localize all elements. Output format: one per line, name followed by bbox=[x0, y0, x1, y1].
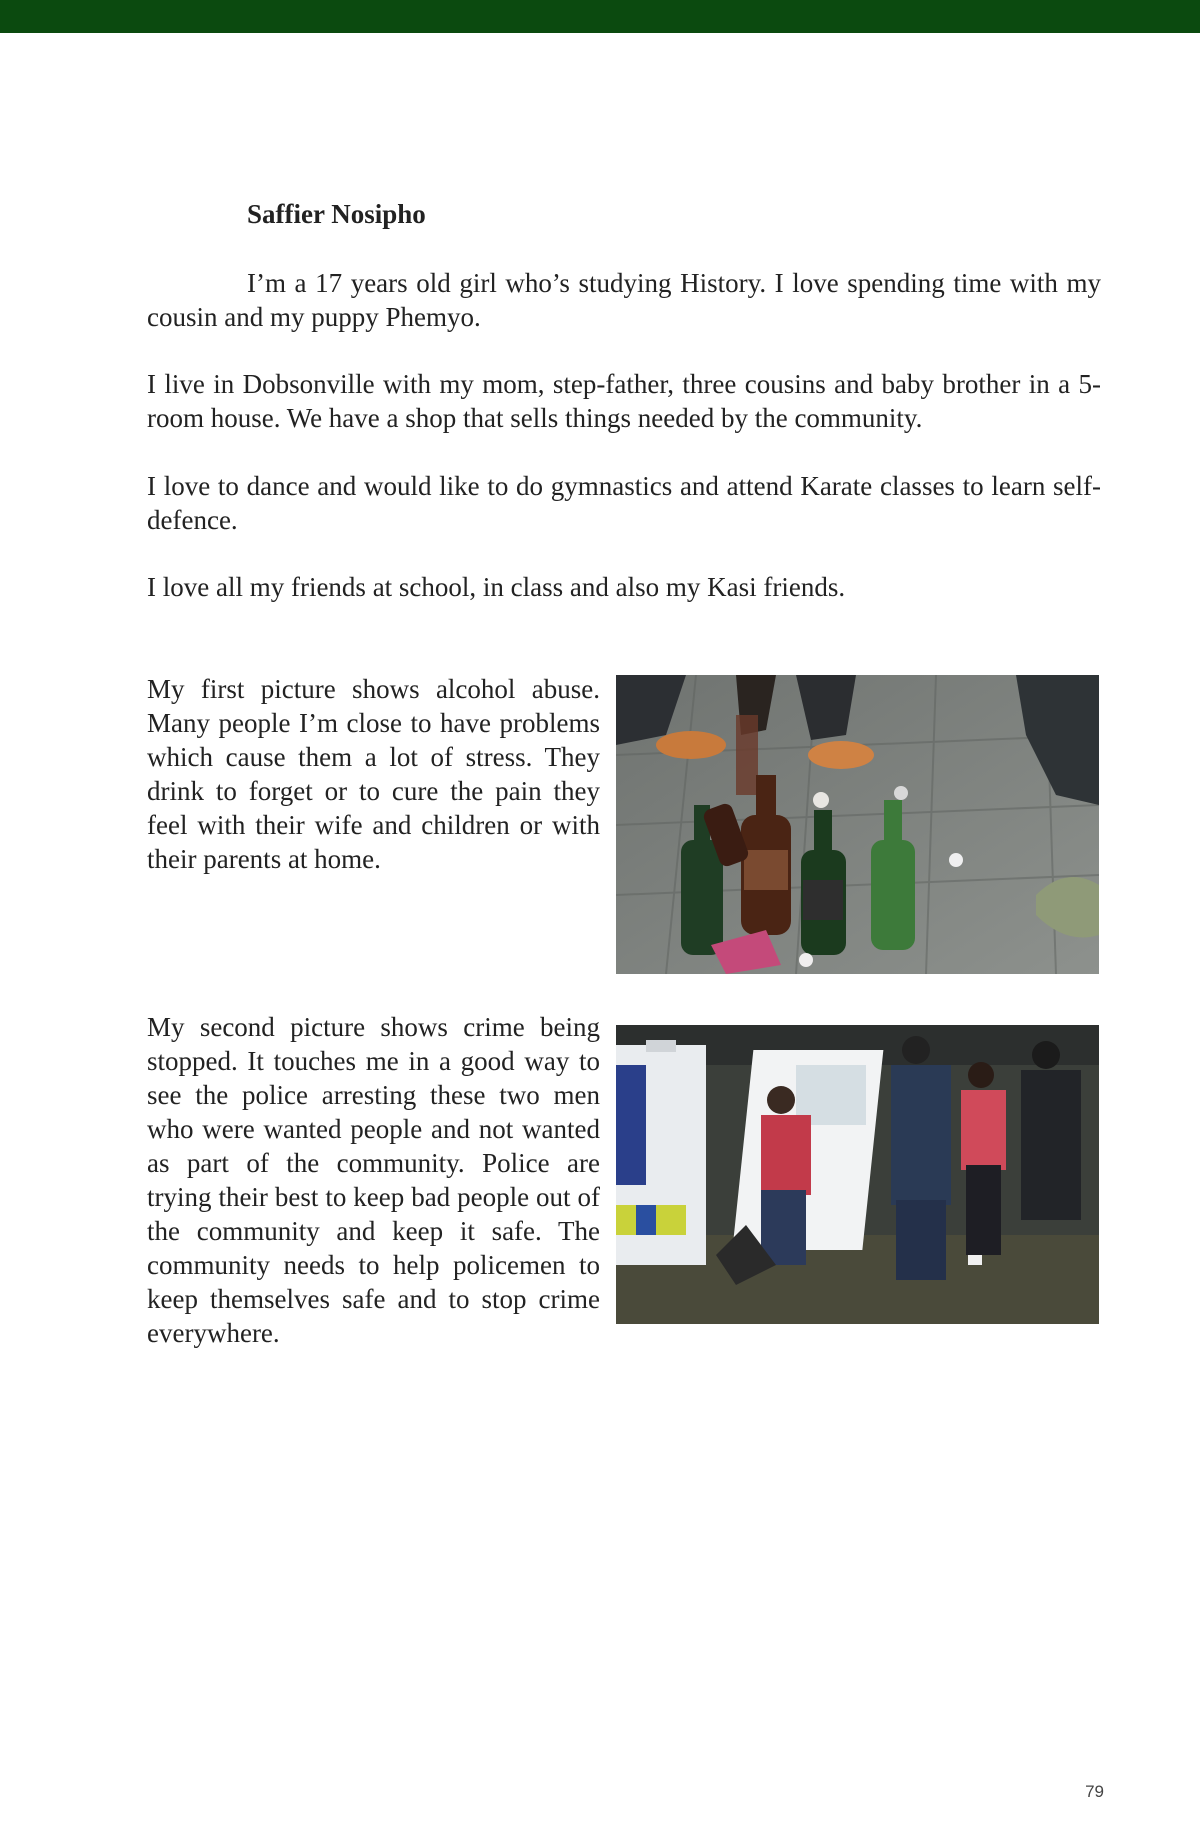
first-picture-caption: My first picture shows alcohol abuse. Many people I’m close to have problems which cause them a lot of stress. They drink to forget or to cure the pain they feel with their wife and children or with their parents at home. bbox=[147, 674, 600, 874]
profile-name: Saffier Nosipho bbox=[247, 199, 426, 229]
police-arrest-illustration bbox=[616, 1025, 1099, 1324]
page-number: 79 bbox=[1085, 1782, 1104, 1801]
home-paragraph: I live in Dobsonville with my mom, step-father, three cousins and baby brother in a 5-room house. We have a shop that sells things needed by the community. bbox=[147, 369, 1101, 433]
hobbies-paragraph: I love to dance and would like to do gymnastics and attend Karate classes to learn self-defence. bbox=[147, 471, 1101, 535]
header-band bbox=[0, 0, 1200, 33]
bottles-illustration bbox=[616, 675, 1099, 974]
intro-paragraph: I’m a 17 years old girl who’s studying History. I love spending time with my cousin and my puppy Phemyo. bbox=[147, 268, 1101, 332]
police-arrest-photo bbox=[616, 1025, 1099, 1324]
second-picture-caption: My second picture shows crime being stopped. It touches me in a good way to see the police arresting these two men who were wanted people and not wanted as part of the community. Police are trying their best to keep bad people out of the community and keep it safe. The community needs to help policemen to keep themselves safe and to stop crime everywhere. bbox=[147, 1012, 600, 1348]
friends-paragraph: I love all my friends at school, in class and also my Kasi friends. bbox=[147, 572, 846, 602]
alcohol-bottles-photo bbox=[616, 675, 1099, 974]
